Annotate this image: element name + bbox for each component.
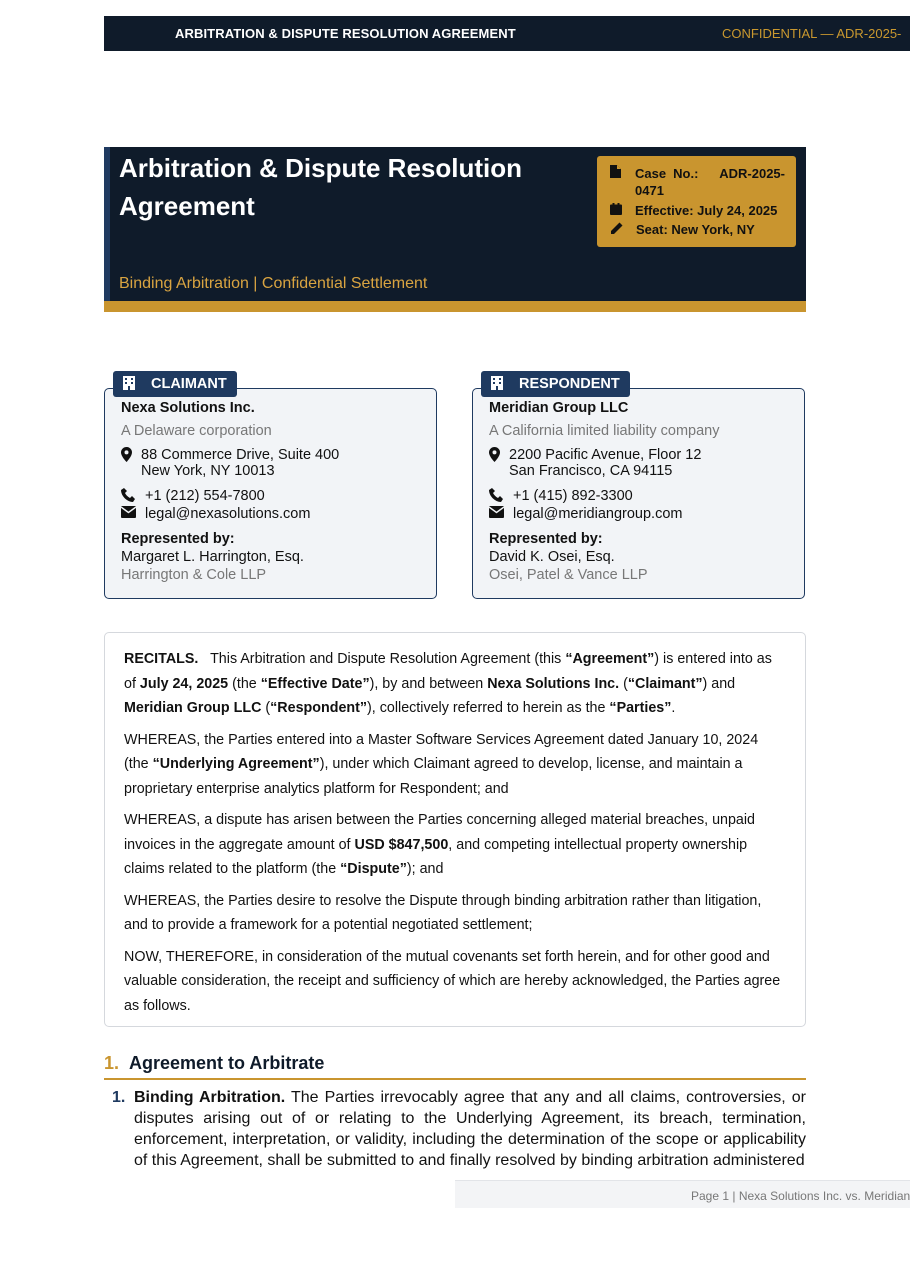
claimant-description: A Delaware corporation — [121, 423, 272, 439]
seat-row — [610, 222, 755, 238]
calendar-icon — [610, 203, 622, 218]
phone-icon — [121, 488, 145, 506]
clause-binding-arbitration — [134, 1087, 806, 1171]
defined-term: “Parties” — [609, 700, 672, 716]
case-number-value: ADR-2025-0471 — [635, 166, 785, 198]
section-number: 1. — [104, 1053, 120, 1073]
recital-underlying — [124, 728, 786, 802]
banner-accent-bar — [104, 301, 806, 312]
claimant-address — [121, 447, 339, 479]
header-confidential: CONFIDENTIAL — ADR-2025- — [722, 26, 902, 41]
claimant-card — [104, 376, 437, 599]
claimant-name: Nexa Solutions Inc. — [121, 400, 255, 416]
document-title: Arbitration & Dispute Resolution Agreement — [119, 153, 522, 221]
recitals-text: ( — [619, 675, 628, 692]
document-subtitle: Binding Arbitration | Confidential Settlement — [119, 275, 428, 292]
recitals-text: . — [671, 700, 676, 716]
respondent-name: Meridian Group LLC — [489, 400, 629, 416]
title-banner — [104, 147, 806, 301]
section-heading — [104, 1052, 806, 1080]
defined-term: “Dispute” — [340, 861, 407, 877]
claimant-email — [121, 506, 310, 522]
respondent-card — [472, 376, 805, 599]
respondent-email — [489, 506, 682, 522]
respondent-lawyer: David K. Osei, Esq. — [489, 549, 615, 565]
recitals-text: ) is entered into as of — [124, 651, 772, 692]
recitals-text: ) and — [702, 675, 736, 692]
claimant-tag-label: CLAIMANT — [151, 376, 227, 392]
recitals-text: ), collectively referred to herein as the — [367, 700, 610, 716]
claimant-address-line1: 88 Commerce Drive, Suite 400 — [141, 447, 340, 463]
respondent-phone-value: +1 (415) 892-3300 — [513, 488, 633, 504]
section-title: Agreement to Arbitrate — [129, 1053, 325, 1073]
claimant-firm: Harrington & Cole LLP — [121, 567, 267, 583]
page-footer — [455, 1180, 910, 1208]
recitals-text: , and competing intellectual property ownership claims related to the platform (the — [124, 836, 748, 877]
clause-number: 1. — [112, 1089, 126, 1106]
clause-text: The Parties irrevocably agree that any and all claims, controversies, or disputes arising out of or relating to the Underlying Agreement, its breach, termination, enforcement, interpretation, or validity, including the determination of the scope or applicability of this Agreement, shall be submitted to and finally resolved by binding arbitration administered — [134, 1089, 807, 1169]
claimant-tag — [113, 371, 237, 397]
running-header — [104, 16, 910, 51]
recital-now-therefore: NOW, THEREFORE, in consideration of the mutual covenants set forth herein, and for other good and valuable consideration, the receipt and sufficiency of which are hereby acknowledged, the Parties agree as follows. — [124, 948, 781, 1014]
respondent-tag — [481, 371, 630, 397]
recitals-text: ), under which Claimant agreed to develop, license, and maintain a proprietary enterprise analytics platform for Respondent; and — [124, 756, 743, 797]
seat-value: New York, NY — [671, 222, 755, 237]
respondent-address-line2: San Francisco, CA 94115 — [509, 463, 673, 479]
pencil-icon — [610, 222, 622, 238]
respondent-email-value: legal@meridiangroup.com — [513, 506, 683, 522]
claimant-phone-value: +1 (212) 554-7800 — [145, 488, 265, 504]
recital-desire: WHEREAS, the Parties desire to resolve the Dispute through binding arbitration rather than litigation, and to provide a framework for a potential negotiated settlement; — [124, 892, 762, 933]
recitals-text: This Arbitration and Dispute Resolution Agreement (this — [210, 651, 566, 667]
recital-dispute — [124, 808, 786, 882]
defined-term: “Claimant” — [627, 675, 703, 692]
building-icon — [491, 376, 503, 393]
case-number-row — [610, 165, 786, 199]
envelope-icon — [121, 506, 145, 522]
recitals-text: WHEREAS, a dispute has arisen between the Parties concerning alleged material breaches, unpaid invoices in the aggregate amount of — [124, 812, 756, 853]
effective-date-row — [610, 203, 777, 218]
seat-label: Seat: — [636, 222, 668, 237]
claimant-email-value: legal@nexasolutions.com — [145, 506, 311, 522]
case-number-label: Case No.: — [635, 166, 699, 181]
recitals-text: ), by and between — [369, 675, 488, 692]
claimant-phone — [121, 488, 265, 506]
footer-text: Page 1 | Nexa Solutions Inc. vs. Meridian — [691, 1189, 910, 1203]
recitals-text: ( — [261, 700, 271, 716]
effective-date: July 24, 2025 — [139, 675, 229, 692]
claimant-address-line2: New York, NY 10013 — [141, 463, 275, 479]
clause-heading: Binding Arbitration. — [134, 1089, 286, 1106]
recitals-text: WHEREAS, the Parties entered into a Master Software Services Agreement dated January 10, 2024 (the — [124, 731, 759, 772]
respondent-address — [489, 447, 701, 479]
respondent-phone — [489, 488, 633, 506]
map-pin-icon — [121, 447, 141, 479]
respondent-firm: Osei, Patel & Vance LLP — [489, 567, 648, 583]
defined-term: “Agreement” — [565, 651, 655, 667]
defined-term: “Respondent” — [270, 700, 368, 716]
phone-icon — [489, 488, 513, 506]
respondent-rep-label: Represented by: — [489, 531, 603, 547]
case-info-box — [597, 156, 796, 247]
respondent-address-line1: 2200 Pacific Avenue, Floor 12 — [509, 447, 702, 463]
header-title: ARBITRATION & DISPUTE RESOLUTION AGREEMENT — [175, 26, 516, 41]
recitals-text: (the — [228, 675, 261, 692]
recitals-heading: RECITALS. — [124, 651, 199, 667]
recitals-text: ); and — [406, 861, 444, 877]
recitals-box — [104, 632, 806, 1027]
claimant-lawyer: Margaret L. Harrington, Esq. — [121, 549, 304, 565]
party-name: Meridian Group LLC — [124, 700, 262, 716]
envelope-icon — [489, 506, 513, 522]
building-icon — [123, 376, 135, 393]
respondent-tag-label: RESPONDENT — [519, 376, 620, 392]
defined-term: “Effective Date” — [260, 675, 370, 692]
party-name: Nexa Solutions Inc. — [487, 675, 620, 692]
recitals-intro — [124, 647, 786, 721]
claimant-rep-label: Represented by: — [121, 531, 235, 547]
respondent-description: A California limited liability company — [489, 423, 720, 439]
effective-label: Effective: — [635, 203, 694, 218]
defined-term: “Underlying Agreement” — [152, 756, 320, 772]
effective-value: July 24, 2025 — [697, 203, 778, 218]
map-pin-icon — [489, 447, 509, 479]
document-icon — [610, 165, 622, 182]
dispute-amount: USD $847,500 — [354, 836, 449, 853]
